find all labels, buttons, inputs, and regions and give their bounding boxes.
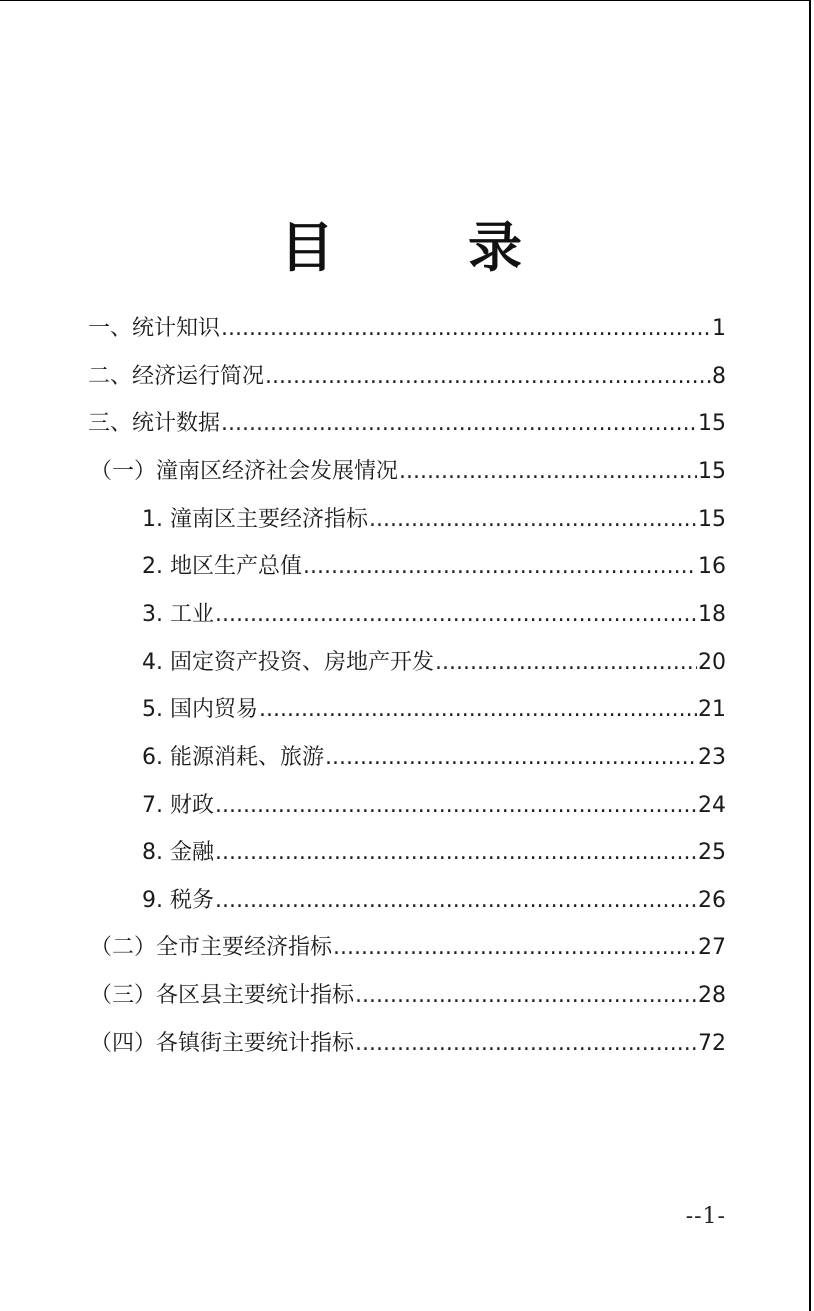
toc-entry-page: 24	[698, 793, 726, 818]
toc-entry-page: 28	[698, 983, 726, 1008]
toc-leader-dots	[333, 931, 697, 965]
toc-entry-taxation[interactable]	[142, 884, 726, 918]
toc-leader-dots	[355, 1027, 697, 1061]
toc-leader-dots	[221, 407, 697, 441]
toc-entry-gdp[interactable]	[142, 550, 726, 584]
toc-entry-label: （四）各镇街主要统计指标	[90, 1031, 355, 1056]
toc-entry-page: 27	[698, 935, 726, 960]
toc-entry-label: （二）全市主要经济指标	[90, 935, 333, 960]
toc-entry-label: 9. 税务	[142, 888, 214, 913]
toc-leader-dots	[259, 693, 697, 727]
toc-leader-dots	[435, 646, 697, 680]
toc-leader-dots	[325, 741, 697, 775]
toc-entry-label: （一）潼南区经济社会发展情况	[90, 459, 399, 484]
toc-leader-dots	[265, 360, 711, 394]
toc-entry-page: 26	[698, 888, 726, 913]
toc-entry-label: 3. 工业	[142, 602, 214, 627]
toc-entry-page: 21	[698, 697, 726, 722]
toc-entry-page: 16	[698, 554, 726, 579]
toc-entry-banking[interactable]	[142, 836, 726, 870]
toc-entry-fixed-investment[interactable]	[142, 646, 726, 680]
toc-entry-label: 5. 国内贸易	[142, 697, 258, 722]
toc-entry-district-indicators[interactable]	[90, 979, 726, 1013]
toc-entry-page: 23	[698, 745, 726, 770]
toc-entry-label: 7. 财政	[142, 793, 214, 818]
toc-entry-city-indicators[interactable]	[90, 931, 726, 965]
toc-entry-page: 15	[698, 411, 726, 436]
toc-entry-main-indicators[interactable]	[142, 503, 726, 537]
toc-entry-industry[interactable]	[142, 598, 726, 632]
toc-leader-dots	[399, 455, 697, 489]
toc-entry-label: 二、经济运行简况	[88, 364, 265, 389]
toc-entry-statistical-data[interactable]	[88, 407, 726, 441]
toc-entry-page: 1	[712, 316, 726, 341]
toc-entry-finance[interactable]	[142, 789, 726, 823]
toc-leader-dots	[215, 789, 697, 823]
toc-leader-dots	[215, 598, 697, 632]
toc-entry-energy-tourism[interactable]	[142, 741, 726, 775]
toc-entry-page: 18	[698, 602, 726, 627]
page-number: --1-	[685, 1204, 726, 1229]
toc-entry-label: 三、统计数据	[88, 411, 221, 436]
toc-entry-town-indicators[interactable]	[90, 1027, 726, 1061]
toc-entry-page: 15	[698, 507, 726, 532]
toc-leader-dots	[369, 503, 697, 537]
toc-entry-page: 20	[698, 650, 726, 675]
toc-leader-dots	[355, 979, 697, 1013]
toc-entry-label: 4. 固定资产投资、房地产开发	[142, 650, 434, 675]
toc-entry-label: 6. 能源消耗、旅游	[142, 745, 324, 770]
toc-entry-domestic-trade[interactable]	[142, 693, 726, 727]
toc-entry-statistical-knowledge[interactable]	[88, 312, 726, 346]
toc-leader-dots	[303, 550, 697, 584]
toc-entry-tongnan-development[interactable]	[90, 455, 726, 489]
toc-entry-page: 8	[712, 364, 726, 389]
page-title: 目 录	[280, 215, 562, 279]
toc-entry-label: 一、统计知识	[88, 316, 221, 341]
toc-entry-page: 25	[698, 840, 726, 865]
toc-entry-label: 2. 地区生产总值	[142, 554, 302, 579]
toc-entry-label: 8. 金融	[142, 840, 214, 865]
toc-entry-label: （三）各区县主要统计指标	[90, 983, 355, 1008]
toc-entry-page: 72	[698, 1031, 726, 1056]
toc-entry-economic-overview[interactable]	[88, 360, 726, 394]
toc-leader-dots	[215, 884, 697, 918]
toc-leader-dots	[221, 312, 711, 346]
toc-leader-dots	[215, 836, 697, 870]
toc-entry-page: 15	[698, 459, 726, 484]
toc-entry-label: 1. 潼南区主要经济指标	[142, 507, 368, 532]
